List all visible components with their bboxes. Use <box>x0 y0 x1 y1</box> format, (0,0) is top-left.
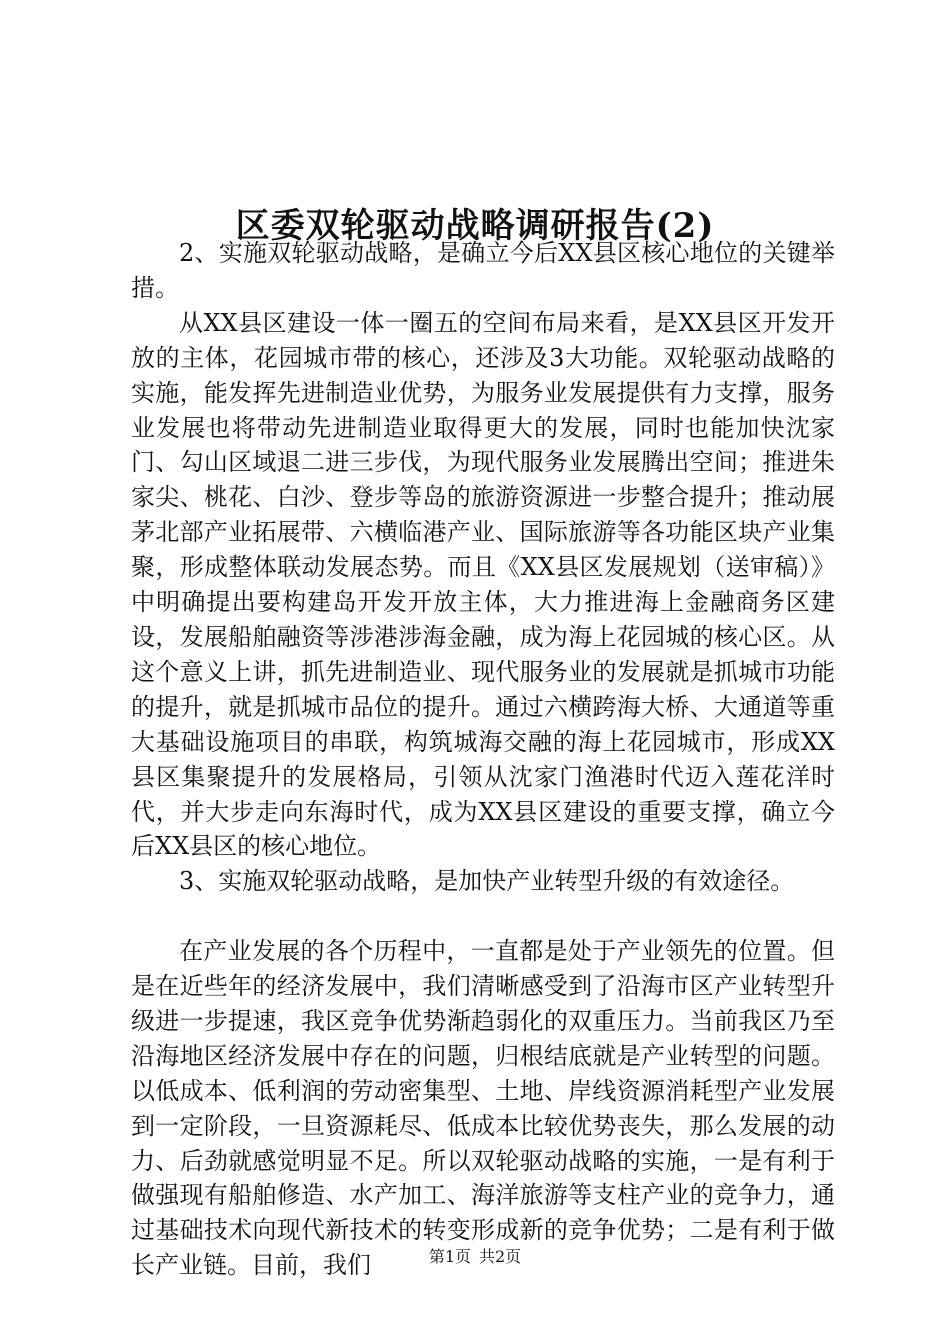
page-number-total: 共2页 <box>479 1247 522 1266</box>
paragraph-key-measure: 2、实施双轮驱动战略，是确立今后XX县区核心地位的关键举措。 <box>131 239 835 302</box>
document-title: 区委双轮驱动战略调研报告(2) <box>235 205 715 246</box>
document-body <box>131 236 835 1283</box>
paragraph-spatial-layout: 从XX县区建设一体一圈五的空间布局来看，是XX县区开发开放的主体，花园城市带的核心，还涉及3大功能。双轮驱动战略的实施，能发挥先进制造业优势，为服务业发展提供有力支撑，服务业发展也将带动先进制造业取得更大的发展，同时也能加快沈家门、勾山区域退二进三步伐，为现代服务业发展腾出空间；推进朱家尖、桃花、白沙、登步等岛的旅游资源进一步整合提升；推动展茅北部产业拓展带、六横临港产业、国际旅游等各功能区块产业集聚，形成整体联动发展态势。而且《XX县区发展规划（送审稿）》中明确提出要构建岛开发开放主体，大力推进海上金融商务区建设，发展船舶融资等涉港涉海金融，成为海上花园城的核心区。从这个意义上讲，抓先进制造业、现代服务业的发展就是抓城市功能的提升，就是抓城市品位的提升。通过六横跨海大桥、大通道等重大基础设施项目的串联，构筑城海交融的海上花园城市，形成XX县区集聚提升的发展格局，引领从沈家门渔港时代迈入莲花洋时代，并大步走向东海时代，成为XX县区建设的重要支撑，确立今后XX县区的核心地位。 <box>131 308 835 861</box>
paragraph-industry-development: 在产业发展的各个历程中，一直都是处于产业领先的位置。但是在近些年的经济发展中，我们清晰感受到了沿海市区产业转型升级进一步提速，我区竞争优势渐趋弱化的双重压力。当前我区乃至沿海地区经济发展中存在的问题，归根结底就是产业转型的问题。以低成本、低利润的劳动密集型、土地、岸线资源消耗型产业发展到一定阶段，一旦资源耗尽、低成本比较优势丧失，那么发展的动力、后劲就感觉明显不足。所以双轮驱动战略的实施，一是有利于做强现有船舶修造、水产加工、海洋旅游等支柱产业的竞争力，通过基础技术向现代新技术的转变形成新的竞争优势；二是有利于做长产业链。目前，我们 <box>131 937 835 1280</box>
page-footer <box>0 1247 950 1267</box>
paragraph-transformation-heading: 3、实施双轮驱动战略，是加快产业转型升级的有效途径。 <box>179 867 795 896</box>
page-number-current: 第1页 <box>428 1247 471 1266</box>
